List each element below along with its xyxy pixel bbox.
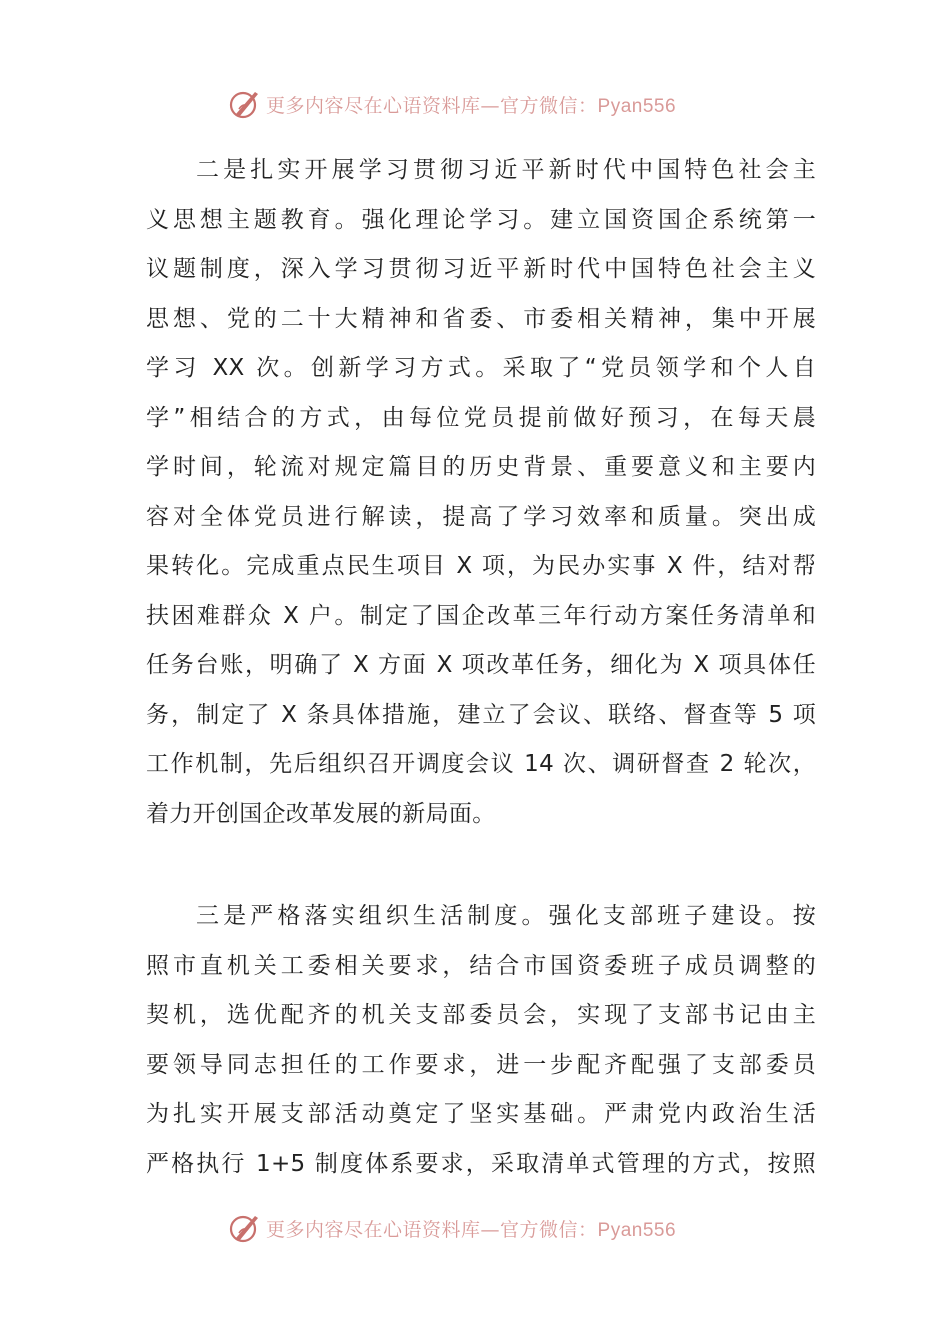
text-line: 任务台账，明确了 X 方面 X 项改革任务，细化为 X 项具体任 xyxy=(146,652,816,678)
text-line: 为扎实开展支部活动奠定了坚实基础。严肃党内政治生活 xyxy=(146,1101,816,1127)
paragraph-1 xyxy=(146,146,816,839)
text-line: 严格执行 1+5 制度体系要求，采取清单式管理的方式，按照 xyxy=(146,1150,816,1177)
text-line: 三是严格落实组织生活制度。强化支部班子建设。按 xyxy=(196,903,816,929)
text-line: 学时间，轮流对规定篇目的历史背景、重要意义和主要内 xyxy=(146,454,816,480)
text-line: 学”相结合的方式，由每位党员提前做好预习，在每天晨 xyxy=(146,404,816,431)
quill-seal-icon xyxy=(228,1211,262,1245)
text-line: 议题制度，深入学习贯彻习近平新时代中国特色社会主义 xyxy=(146,256,816,282)
text-line: 学习 XX 次。创新学习方式。采取了“党员领学和个人自 xyxy=(146,355,816,381)
text-line: 容对全体党员进行解读，提高了学习效率和质量。突出成 xyxy=(146,503,816,530)
text-line: 义思想主题教育。强化理论学习。建立国资国企系统第一 xyxy=(146,206,816,233)
text-line: 工作机制，先后组织召开调度会议 14 次、调研督查 2 轮次， xyxy=(146,751,816,777)
text-line: 务，制定了 X 条具体措施，建立了会议、联络、督查等 5 项 xyxy=(146,701,816,728)
quill-seal-icon xyxy=(228,87,262,121)
text-line: 照市直机关工委相关要求，结合市国资委班子成员调整的 xyxy=(146,952,816,979)
text-line: 契机，选优配齐的机关支部委员会，实现了支部书记由主 xyxy=(146,1002,816,1028)
text-line: 要领导同志担任的工作要求，进一步配齐配强了支部委员 xyxy=(146,1051,816,1078)
watermark-text: 更多内容尽在心语资料库—官方微信：Pyan556 xyxy=(266,1218,677,1241)
text-line: 思想、党的二十大精神和省委、市委相关精神，集中开展 xyxy=(146,305,816,332)
text-line: 二是扎实开展学习贯彻习近平新时代中国特色社会主 xyxy=(196,157,816,183)
watermark-text: 更多内容尽在心语资料库—官方微信：Pyan556 xyxy=(266,94,677,117)
footer-watermark xyxy=(228,1210,676,1246)
text-line: 着力开创国企改革发展的新局面。 xyxy=(146,800,496,827)
paragraph-2 xyxy=(146,892,816,1189)
text-line: 果转化。完成重点民生项目 X 项，为民办实事 X 件，结对帮 xyxy=(146,553,816,579)
header-watermark xyxy=(228,86,676,122)
text-line: 扶困难群众 X 户。制定了国企改革三年行动方案任务清单和 xyxy=(146,602,816,629)
